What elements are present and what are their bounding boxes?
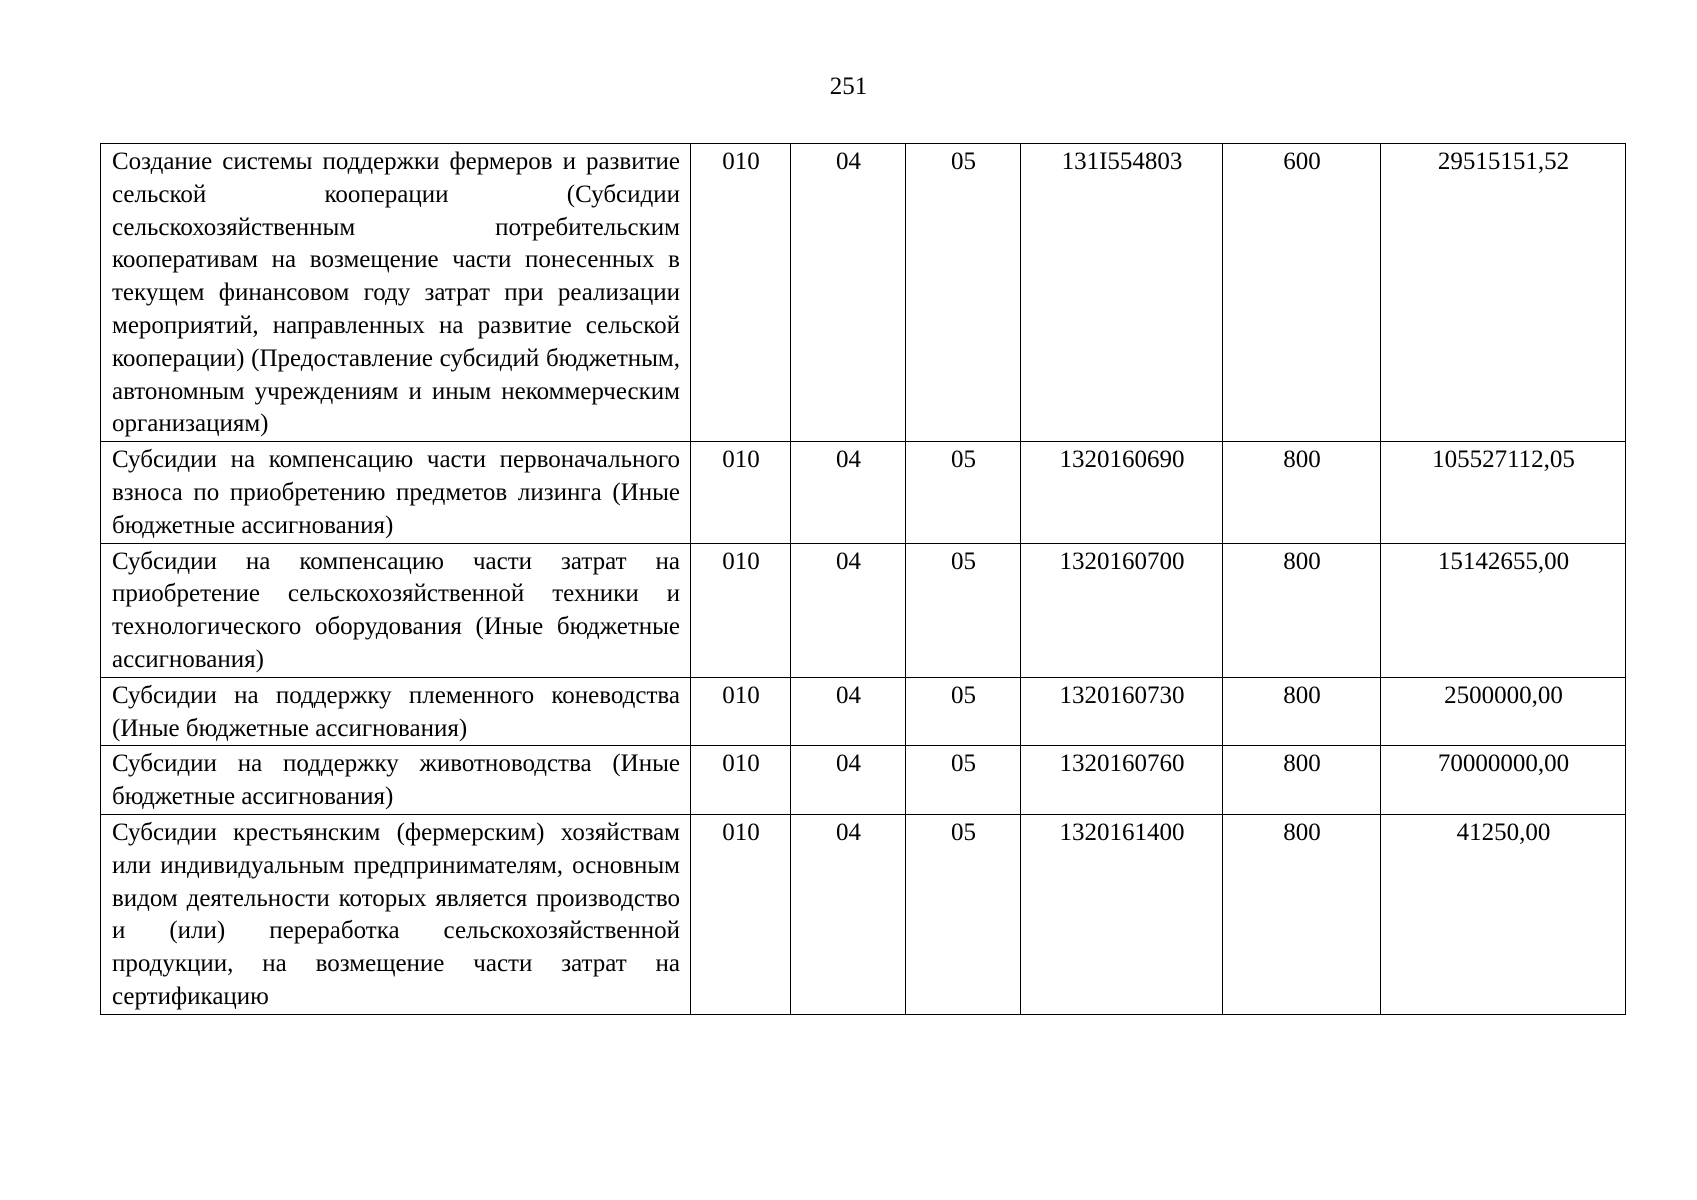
grbs-code-cell: 010 bbox=[691, 543, 791, 677]
expense-type-cell: 600 bbox=[1223, 144, 1381, 442]
grbs-code-cell: 010 bbox=[691, 144, 791, 442]
amount-cell: 41250,00 bbox=[1381, 814, 1626, 1014]
row-name-cell: Субсидии крестьянским (фермерским) хозяйствам или индивидуальным предпринимателям, основным видом деятельности которых является производство и (или) переработка сельскохозяйственной продукции, на возмещение части затрат на сертификацию bbox=[101, 814, 691, 1014]
subsection-code-cell: 05 bbox=[906, 814, 1021, 1014]
target-article-cell: 1320160700 bbox=[1021, 543, 1223, 677]
row-name-cell: Субсидии на компенсацию части затрат на приобретение сельскохозяйственной техники и технологического оборудования (Иные бюджетные ассигнования) bbox=[101, 543, 691, 677]
row-name-cell: Субсидии на поддержку племенного коневодства (Иные бюджетные ассигнования) bbox=[101, 677, 691, 746]
grbs-code-cell: 010 bbox=[691, 746, 791, 815]
table-row bbox=[101, 144, 1626, 442]
table-row bbox=[101, 442, 1626, 543]
target-article-cell: 1320160760 bbox=[1021, 746, 1223, 815]
subsection-code-cell: 05 bbox=[906, 746, 1021, 815]
section-code-cell: 04 bbox=[791, 677, 906, 746]
row-name-cell: Субсидии на компенсацию части первоначального взноса по приобретению предметов лизинга (Иные бюджетные ассигнования) bbox=[101, 442, 691, 543]
row-name-cell: Создание системы поддержки фермеров и развитие сельской кооперации (Субсидии сельскохозяйственным потребительским кооперативам на возмещение части понесенных в текущем финансовом году затрат при реализации мероприятий, направленных на развитие сельской кооперации) (Предоставление субсидий бюджетным, автономным учреждениям и иным некоммерческим организациям) bbox=[101, 144, 691, 442]
subsection-code-cell: 05 bbox=[906, 442, 1021, 543]
target-article-cell: 1320160690 bbox=[1021, 442, 1223, 543]
section-code-cell: 04 bbox=[791, 746, 906, 815]
expense-type-cell: 800 bbox=[1223, 814, 1381, 1014]
target-article-cell: 1320161400 bbox=[1021, 814, 1223, 1014]
amount-cell: 15142655,00 bbox=[1381, 543, 1626, 677]
subsection-code-cell: 05 bbox=[906, 144, 1021, 442]
grbs-code-cell: 010 bbox=[691, 814, 791, 1014]
amount-cell: 105527112,05 bbox=[1381, 442, 1626, 543]
table-row bbox=[101, 814, 1626, 1014]
section-code-cell: 04 bbox=[791, 442, 906, 543]
budget-table bbox=[100, 143, 1626, 1015]
section-code-cell: 04 bbox=[791, 543, 906, 677]
subsection-code-cell: 05 bbox=[906, 543, 1021, 677]
amount-cell: 70000000,00 bbox=[1381, 746, 1626, 815]
target-article-cell: 131I554803 bbox=[1021, 144, 1223, 442]
grbs-code-cell: 010 bbox=[691, 442, 791, 543]
amount-cell: 29515151,52 bbox=[1381, 144, 1626, 442]
expense-type-cell: 800 bbox=[1223, 543, 1381, 677]
table-row bbox=[101, 543, 1626, 677]
expense-type-cell: 800 bbox=[1223, 677, 1381, 746]
subsection-code-cell: 05 bbox=[906, 677, 1021, 746]
table-row bbox=[101, 746, 1626, 815]
page-number: 251 bbox=[829, 73, 868, 100]
table-row bbox=[101, 677, 1626, 746]
expense-type-cell: 800 bbox=[1223, 442, 1381, 543]
expense-type-cell: 800 bbox=[1223, 746, 1381, 815]
amount-cell: 2500000,00 bbox=[1381, 677, 1626, 746]
section-code-cell: 04 bbox=[791, 814, 906, 1014]
row-name-cell: Субсидии на поддержку животноводства (Иные бюджетные ассигнования) bbox=[101, 746, 691, 815]
section-code-cell: 04 bbox=[791, 144, 906, 442]
target-article-cell: 1320160730 bbox=[1021, 677, 1223, 746]
grbs-code-cell: 010 bbox=[691, 677, 791, 746]
